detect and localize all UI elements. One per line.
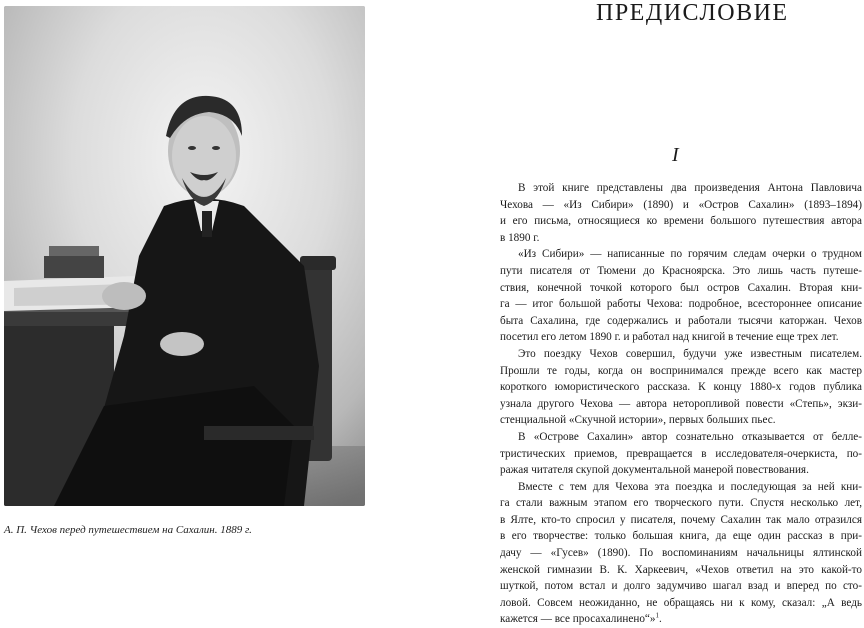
portrait-illustration	[4, 6, 365, 506]
text-line: В «Острове Сахалин» автор сознательно отказывается от беллe-	[518, 430, 862, 443]
paragraph-2	[500, 246, 862, 346]
text-line: Прошли те годы, когда он воспринимался прежде всего как мастер	[500, 364, 862, 377]
paragraph-3	[500, 346, 862, 429]
footnote-mark[interactable]: 1	[655, 611, 659, 620]
text-line: узнала другого Чехова — автора неторопливой повести «Степь», экзи-	[500, 397, 862, 410]
paragraph-5	[500, 479, 862, 628]
chapter-title: ПРЕДИСЛОВИЕ	[596, 0, 789, 26]
body-text	[500, 180, 862, 628]
paragraph-4	[500, 429, 862, 479]
text-line: и его письма, относящиеся ко времени большого путешествия автора	[500, 215, 862, 228]
text-line: в 1890 г.	[500, 231, 540, 244]
left-page	[0, 0, 382, 586]
text-line: га — итог большой работы Чехова: подробное, всестороннее описание	[500, 298, 862, 311]
text-line: в Ялте, кто-то спросил у писателя, почему Сахалин так мало отразился	[500, 513, 862, 526]
text-line: кажется — все просахалинено“»	[500, 613, 656, 626]
text-line: ражая читателя скупой документальной манерой повествования.	[500, 464, 809, 477]
photo-caption: А. П. Чехов перед путешествием на Сахалин. 1889 г.	[4, 524, 252, 536]
text-line: В этой книге представлены два произведения Антона Павловича	[518, 182, 862, 194]
text-line: стенциальной «Скучной истории», первых больших пьес.	[500, 414, 776, 427]
text-line: короткого юмористического рассказа. К концу 1880-х годов публика	[500, 381, 862, 394]
text-line: женской гимназии В. К. Харкеевич, «Чехов ответил на это какой-то	[500, 563, 862, 576]
text-line: «Из Сибири» — написанные по горячим следам очерки о трудном	[518, 248, 862, 261]
text-line: Чехова — «Из Сибири» (1890) и «Остров Сахалин» (1893–1894)	[500, 198, 862, 211]
text-line: га стали важным этапом его творческого пути. Спустя несколько лет,	[500, 497, 862, 510]
right-page	[500, 0, 864, 626]
text-line: пути писателя от Тюмени до Красноярска. Это лишь часть путеше-	[500, 264, 862, 277]
text-line: посетил его летом 1890 г. и работал над книгой в течение еще трех лет.	[500, 331, 839, 344]
section-number: I	[672, 144, 679, 166]
text-line: шуткой, потом встал и долго задумчиво шагал взад и вперед по сто-	[500, 580, 862, 593]
text-line-last: кажется — все просахалинено“»$^1$.	[500, 611, 662, 626]
text-line: быта Сахалина, где содержались и работали тысячи каторжан. Чехов	[500, 314, 862, 327]
text-line: Вместе с тем для Чехова эта поездка и последующая за ней кни-	[518, 480, 862, 493]
text-line: дачу — «Гусев» (1890). По воспоминаниям начальницы ялтинской	[500, 547, 862, 560]
text-line: ловой. Совсем неожиданно, не обращаясь ни к кому, сказал: „А ведь	[500, 596, 862, 609]
text-line: тристических приемов, превращается в исследователя-очеркиста, по-	[500, 447, 862, 460]
paragraph-1	[500, 180, 862, 246]
text-line: в его творчестве: только большая книга, да еще один рассказ в при-	[500, 530, 862, 543]
portrait-photo	[4, 6, 365, 506]
text-line: ствия, конечной точкой которого был остров Сахалин. Вторая кни-	[500, 281, 862, 294]
text-line: Это поездку Чехов совершил, будучи уже известным писателем.	[518, 347, 862, 360]
